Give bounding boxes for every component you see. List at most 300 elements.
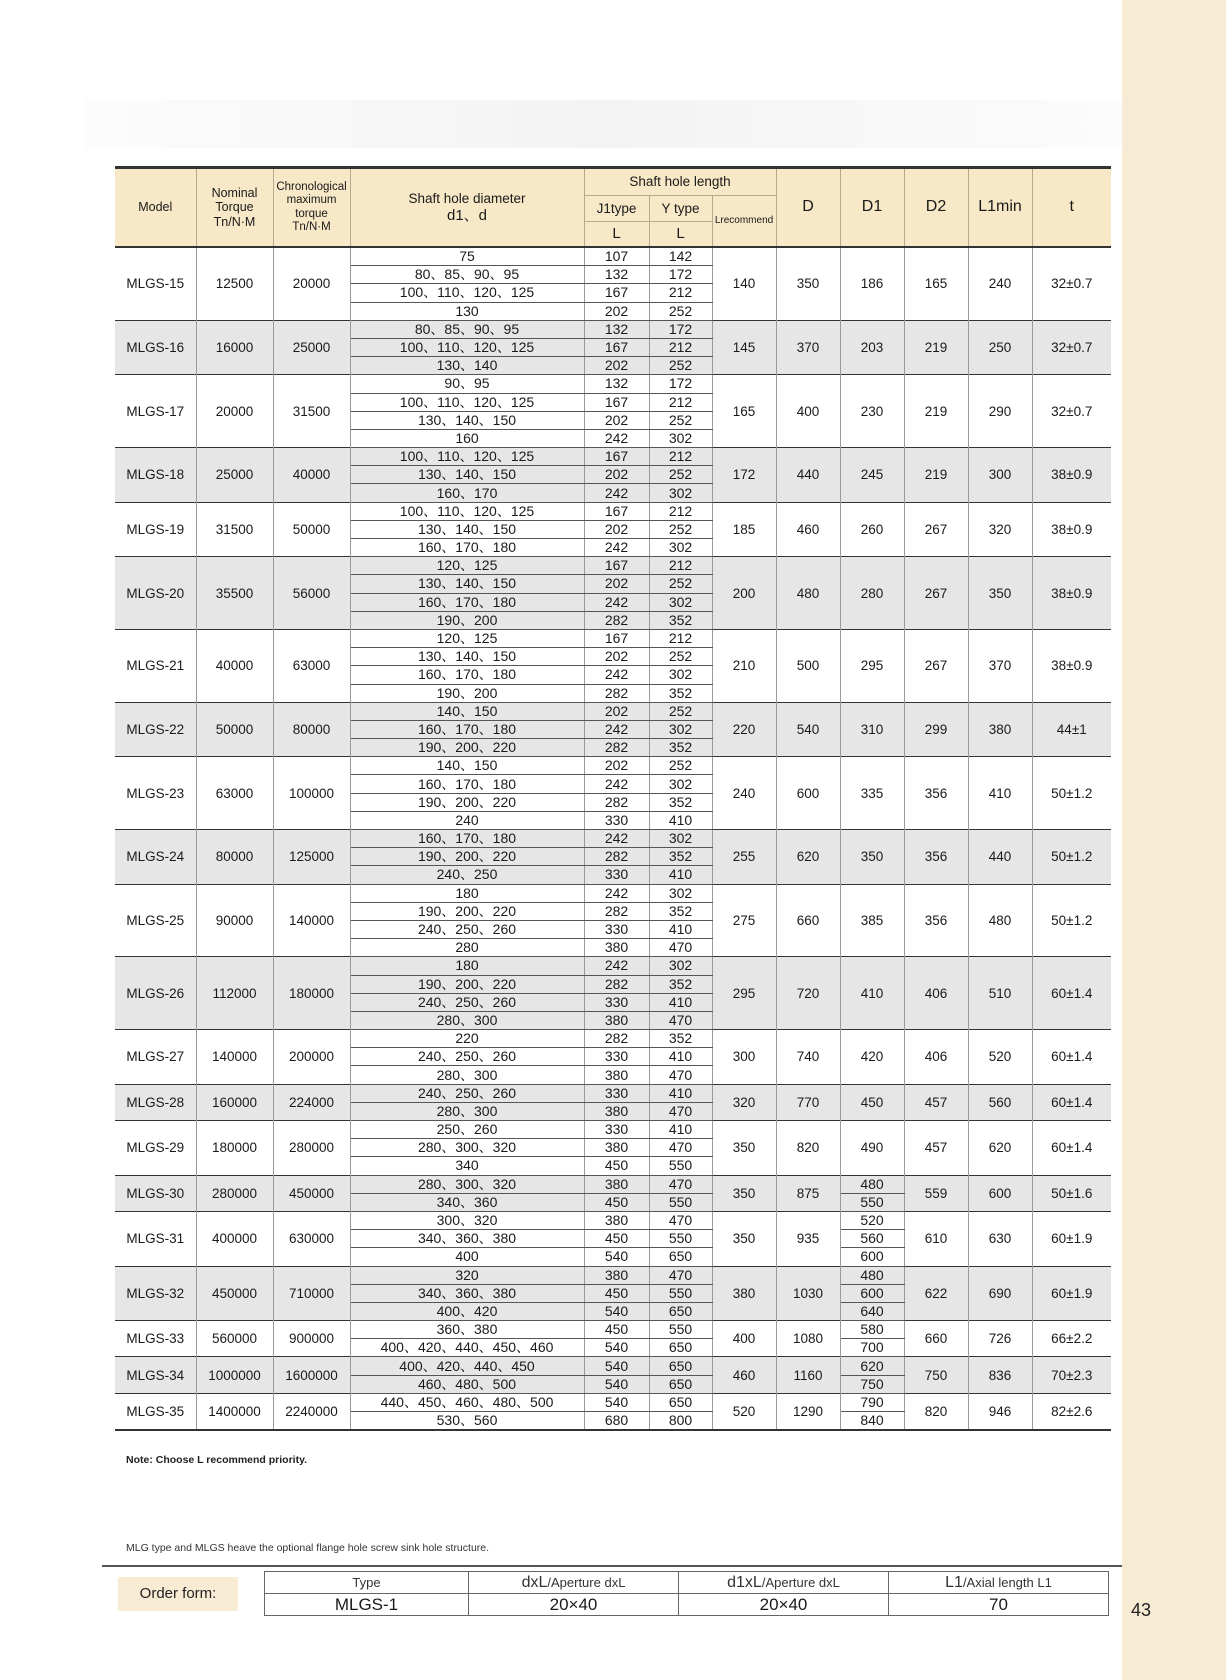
cell-t: 32±0.7: [1032, 247, 1111, 320]
cell-model: MLGS-21: [115, 629, 196, 702]
cell-t: 32±0.7: [1032, 320, 1111, 375]
cell-D1: 520: [840, 1211, 904, 1229]
cell-shaft-diameter: 190、200、220: [350, 848, 584, 866]
order-header-d1xl-sub: /Aperture dxL: [761, 1574, 840, 1590]
cell-j1-length: 242: [584, 775, 649, 793]
cell-max-torque: 80000: [273, 702, 350, 757]
cell-nominal-torque: 112000: [196, 957, 273, 1030]
cell-shaft-diameter: 160: [350, 429, 584, 447]
cell-y-length: 410: [649, 993, 712, 1011]
cell-D1: 450: [840, 1084, 904, 1120]
cell-j1-length: 380: [584, 1139, 649, 1157]
cell-shaft-diameter: 340、360、380: [350, 1284, 584, 1302]
cell-y-length: 172: [649, 320, 712, 338]
cell-D2: 165: [904, 247, 968, 320]
spec-table-body: [115, 247, 1111, 1430]
cell-model: MLGS-33: [115, 1321, 196, 1357]
order-header-l1-sub: /Axial length L1: [962, 1574, 1052, 1590]
header-y-l: L: [649, 222, 712, 248]
cell-l-recommend: 520: [712, 1393, 776, 1430]
cell-j1-length: 450: [584, 1230, 649, 1248]
cell-y-length: 410: [649, 1121, 712, 1139]
cell-nominal-torque: 80000: [196, 830, 273, 885]
cell-model: MLGS-16: [115, 320, 196, 375]
cell-j1-length: 450: [584, 1193, 649, 1211]
cell-y-length: 302: [649, 593, 712, 611]
cell-nominal-torque: 25000: [196, 448, 273, 503]
cell-D: 1030: [776, 1266, 840, 1321]
cell-j1-length: 282: [584, 1030, 649, 1048]
spec-table: [115, 166, 1111, 1431]
cell-j1-length: 540: [584, 1339, 649, 1357]
cell-l-recommend: 300: [712, 1030, 776, 1085]
cell-nominal-torque: 63000: [196, 757, 273, 830]
cell-y-length: 550: [649, 1157, 712, 1175]
cell-y-length: 172: [649, 266, 712, 284]
cell-shaft-diameter: 80、85、90、95: [350, 266, 584, 284]
cell-y-length: 352: [649, 611, 712, 629]
cell-D: 935: [776, 1211, 840, 1266]
cell-D2: 660: [904, 1321, 968, 1357]
cell-y-length: 550: [649, 1321, 712, 1339]
cell-j1-length: 330: [584, 866, 649, 884]
cell-D: 350: [776, 247, 840, 320]
cell-t: 38±0.9: [1032, 629, 1111, 702]
cell-y-length: 650: [649, 1393, 712, 1411]
cell-j1-length: 282: [584, 975, 649, 993]
cell-nominal-torque: 140000: [196, 1030, 273, 1085]
header-L1min: L1min: [968, 168, 1032, 248]
cell-t: 60±1.4: [1032, 957, 1111, 1030]
cell-L1min: 620: [968, 1121, 1032, 1176]
cell-D1: 310: [840, 702, 904, 757]
table-row: [115, 629, 1111, 647]
cell-D1: 550: [840, 1193, 904, 1211]
cell-y-length: 352: [649, 684, 712, 702]
table-row: [115, 448, 1111, 466]
header-nominal-torque-label: Nominal Torque: [211, 185, 258, 215]
cell-y-length: 650: [649, 1248, 712, 1266]
header-j1-type: J1type: [584, 196, 649, 222]
cell-shaft-diameter: 320: [350, 1266, 584, 1284]
cell-nominal-torque: 280000: [196, 1175, 273, 1211]
cell-y-length: 252: [649, 411, 712, 429]
cell-shaft-diameter: 240、250: [350, 866, 584, 884]
cell-t: 60±1.9: [1032, 1211, 1111, 1266]
cell-D: 740: [776, 1030, 840, 1085]
header-t: t: [1032, 168, 1111, 248]
cell-L1min: 510: [968, 957, 1032, 1030]
cell-t: 38±0.9: [1032, 448, 1111, 503]
cell-l-recommend: 145: [712, 320, 776, 375]
cell-y-length: 302: [649, 666, 712, 684]
spec-table-wrap: [115, 166, 1111, 1431]
cell-D: 770: [776, 1084, 840, 1120]
cell-y-length: 142: [649, 247, 712, 266]
cell-model: MLGS-34: [115, 1357, 196, 1393]
table-row: [115, 375, 1111, 393]
cell-shaft-diameter: 340、360: [350, 1193, 584, 1211]
cell-y-length: 352: [649, 902, 712, 920]
cell-D: 480: [776, 557, 840, 630]
cell-j1-length: 242: [584, 884, 649, 902]
cell-l-recommend: 275: [712, 884, 776, 957]
cell-l-recommend: 220: [712, 702, 776, 757]
cell-D: 500: [776, 629, 840, 702]
table-row: [115, 247, 1111, 266]
cell-model: MLGS-25: [115, 884, 196, 957]
cell-l-recommend: 380: [712, 1266, 776, 1321]
cell-shaft-diameter: 100、110、120、125: [350, 284, 584, 302]
table-row: [115, 320, 1111, 338]
cell-D1: 580: [840, 1321, 904, 1339]
cell-t: 50±1.2: [1032, 884, 1111, 957]
order-header-d1xl: [679, 1572, 889, 1594]
cell-D1: 750: [840, 1375, 904, 1393]
cell-y-length: 212: [649, 448, 712, 466]
order-form-label: Order form:: [118, 1577, 238, 1611]
cell-D: 600: [776, 757, 840, 830]
cell-y-length: 212: [649, 393, 712, 411]
table-row: [115, 830, 1111, 848]
cell-D1: 560: [840, 1230, 904, 1248]
cell-j1-length: 330: [584, 811, 649, 829]
cell-shaft-diameter: 190、200、220: [350, 902, 584, 920]
cell-shaft-diameter: 240、250、260: [350, 1048, 584, 1066]
cell-l-recommend: 350: [712, 1121, 776, 1176]
table-row: [115, 1121, 1111, 1139]
cell-D1: 790: [840, 1393, 904, 1411]
cell-nominal-torque: 560000: [196, 1321, 273, 1357]
cell-shaft-diameter: 130、140、150: [350, 648, 584, 666]
header-D: D: [776, 168, 840, 248]
cell-t: 70±2.3: [1032, 1357, 1111, 1393]
cell-model: MLGS-24: [115, 830, 196, 885]
cell-shaft-diameter: 250、260: [350, 1121, 584, 1139]
cell-model: MLGS-26: [115, 957, 196, 1030]
cell-L1min: 600: [968, 1175, 1032, 1211]
cell-j1-length: 202: [584, 302, 649, 320]
cell-j1-length: 282: [584, 611, 649, 629]
cell-max-torque: 100000: [273, 757, 350, 830]
cell-shaft-diameter: 240、250、260: [350, 920, 584, 938]
cell-t: 38±0.9: [1032, 502, 1111, 557]
cell-y-length: 252: [649, 575, 712, 593]
cell-j1-length: 242: [584, 957, 649, 975]
cell-model: MLGS-18: [115, 448, 196, 503]
cell-shaft-diameter: 280、300、320: [350, 1139, 584, 1157]
cell-j1-length: 242: [584, 429, 649, 447]
order-header-dxl-sub: /Aperture dxL: [547, 1574, 626, 1590]
cell-l-recommend: 240: [712, 757, 776, 830]
cell-D2: 406: [904, 957, 968, 1030]
cell-j1-length: 282: [584, 793, 649, 811]
cell-shaft-diameter: 190、200、220: [350, 975, 584, 993]
cell-D: 370: [776, 320, 840, 375]
cell-D2: 820: [904, 1393, 968, 1430]
cell-y-length: 352: [649, 793, 712, 811]
header-model: Model: [115, 168, 196, 248]
cell-j1-length: 167: [584, 629, 649, 647]
cell-y-length: 302: [649, 884, 712, 902]
cell-j1-length: 167: [584, 502, 649, 520]
cell-shaft-diameter: 160、170、180: [350, 720, 584, 738]
cell-j1-length: 540: [584, 1302, 649, 1320]
cell-j1-length: 380: [584, 1102, 649, 1120]
cell-j1-length: 282: [584, 684, 649, 702]
cell-j1-length: 202: [584, 357, 649, 375]
header-shaft-diameter: [350, 168, 584, 248]
cell-y-length: 172: [649, 375, 712, 393]
cell-shaft-diameter: 240: [350, 811, 584, 829]
page-number: 43: [1131, 1600, 1152, 1620]
cell-D2: 267: [904, 557, 968, 630]
cell-shaft-diameter: 100、110、120、125: [350, 448, 584, 466]
cell-y-length: 212: [649, 502, 712, 520]
cell-model: MLGS-30: [115, 1175, 196, 1211]
cell-max-torque: 50000: [273, 502, 350, 557]
cell-shaft-diameter: 400、420: [350, 1302, 584, 1320]
cell-j1-length: 202: [584, 466, 649, 484]
cell-model: MLGS-29: [115, 1121, 196, 1176]
cell-y-length: 352: [649, 975, 712, 993]
cell-nominal-torque: 450000: [196, 1266, 273, 1321]
cell-shaft-diameter: 130、140、150: [350, 411, 584, 429]
cell-shaft-diameter: 400: [350, 1248, 584, 1266]
cell-t: 50±1.2: [1032, 830, 1111, 885]
order-header-l1: [889, 1572, 1109, 1594]
header-D2: D2: [904, 168, 968, 248]
cell-L1min: 350: [968, 557, 1032, 630]
divider-rule: [102, 1565, 1122, 1567]
order-header-l1-main: L1: [945, 1573, 963, 1591]
cell-D: 720: [776, 957, 840, 1030]
cell-shaft-diameter: 280、300: [350, 1011, 584, 1029]
cell-j1-length: 540: [584, 1248, 649, 1266]
cell-model: MLGS-15: [115, 247, 196, 320]
cell-shaft-diameter: 160、170、180: [350, 539, 584, 557]
cell-shaft-diameter: 160、170、180: [350, 666, 584, 684]
note-flange: MLG type and MLGS heave the optional flange hole screw sink hole structure.: [126, 1542, 490, 1554]
cell-D1: 840: [840, 1412, 904, 1431]
cell-D1: 640: [840, 1302, 904, 1320]
cell-j1-length: 202: [584, 757, 649, 775]
cell-shaft-diameter: 190、200: [350, 611, 584, 629]
header-y-type: Y type: [649, 196, 712, 222]
cell-y-length: 470: [649, 939, 712, 957]
cell-L1min: 480: [968, 884, 1032, 957]
cell-L1min: 250: [968, 320, 1032, 375]
cell-j1-length: 167: [584, 448, 649, 466]
cell-t: 60±1.4: [1032, 1030, 1111, 1085]
cell-max-torque: 63000: [273, 629, 350, 702]
cell-D: 1290: [776, 1393, 840, 1430]
cell-D1: 490: [840, 1121, 904, 1176]
order-value-l1: 70: [889, 1594, 1109, 1616]
cell-t: 50±1.6: [1032, 1175, 1111, 1211]
cell-t: 66±2.2: [1032, 1321, 1111, 1357]
cell-max-torque: 56000: [273, 557, 350, 630]
cell-y-length: 470: [649, 1066, 712, 1084]
cell-j1-length: 167: [584, 338, 649, 356]
cell-j1-length: 380: [584, 1211, 649, 1229]
cell-max-torque: 900000: [273, 1321, 350, 1357]
cell-y-length: 302: [649, 720, 712, 738]
cell-l-recommend: 140: [712, 247, 776, 320]
cell-shaft-diameter: 280、300: [350, 1102, 584, 1120]
table-row: [115, 502, 1111, 520]
cell-shaft-diameter: 220: [350, 1030, 584, 1048]
cell-t: 82±2.6: [1032, 1393, 1111, 1430]
cell-shaft-diameter: 75: [350, 247, 584, 266]
cell-max-torque: 450000: [273, 1175, 350, 1211]
cell-max-torque: 710000: [273, 1266, 350, 1321]
cell-y-length: 352: [649, 1030, 712, 1048]
cell-y-length: 410: [649, 811, 712, 829]
cell-l-recommend: 350: [712, 1211, 776, 1266]
cell-y-length: 252: [649, 702, 712, 720]
cell-l-recommend: 400: [712, 1321, 776, 1357]
cell-y-length: 410: [649, 1084, 712, 1102]
table-row: [115, 557, 1111, 575]
cell-nominal-torque: 180000: [196, 1121, 273, 1176]
cell-j1-length: 167: [584, 557, 649, 575]
header-D1: D1: [840, 168, 904, 248]
cell-y-length: 550: [649, 1193, 712, 1211]
cell-max-torque: 2240000: [273, 1393, 350, 1430]
cell-y-length: 650: [649, 1375, 712, 1393]
cell-l-recommend: 320: [712, 1084, 776, 1120]
cell-D2: 559: [904, 1175, 968, 1211]
cell-D1: 203: [840, 320, 904, 375]
cell-shaft-diameter: 130、140、150: [350, 466, 584, 484]
cell-D2: 356: [904, 757, 968, 830]
cell-L1min: 370: [968, 629, 1032, 702]
cell-j1-length: 132: [584, 375, 649, 393]
order-form-table: [264, 1571, 1109, 1616]
cell-y-length: 212: [649, 557, 712, 575]
cell-y-length: 302: [649, 484, 712, 502]
cell-shaft-diameter: 440、450、460、480、500: [350, 1393, 584, 1411]
cell-D2: 406: [904, 1030, 968, 1085]
cell-shaft-diameter: 100、110、120、125: [350, 502, 584, 520]
cell-model: MLGS-31: [115, 1211, 196, 1266]
cell-max-torque: 224000: [273, 1084, 350, 1120]
note-l-recommend: Note: Choose L recommend priority.: [126, 1454, 308, 1466]
order-value-type: MLGS-1: [265, 1594, 469, 1616]
cell-model: MLGS-17: [115, 375, 196, 448]
cell-shaft-diameter: 190、200、220: [350, 739, 584, 757]
cell-l-recommend: 295: [712, 957, 776, 1030]
cell-D: 620: [776, 830, 840, 885]
cell-j1-length: 202: [584, 702, 649, 720]
blurred-title-band: [85, 100, 1125, 148]
cell-D1: 600: [840, 1284, 904, 1302]
cell-j1-length: 282: [584, 848, 649, 866]
cell-j1-length: 380: [584, 1266, 649, 1284]
cell-j1-length: 242: [584, 484, 649, 502]
cell-D1: 245: [840, 448, 904, 503]
cell-y-length: 212: [649, 284, 712, 302]
cell-D: 1080: [776, 1321, 840, 1357]
cell-D1: 600: [840, 1248, 904, 1266]
cell-y-length: 302: [649, 775, 712, 793]
cell-j1-length: 242: [584, 720, 649, 738]
cell-D1: 385: [840, 884, 904, 957]
cell-shaft-diameter: 340: [350, 1157, 584, 1175]
cell-max-torque: 25000: [273, 320, 350, 375]
header-j1-l: L: [584, 222, 649, 248]
cell-nominal-torque: 90000: [196, 884, 273, 957]
cell-j1-length: 540: [584, 1357, 649, 1375]
cell-y-length: 302: [649, 957, 712, 975]
order-header-d1xl-main: d1xL: [727, 1573, 762, 1591]
cell-shaft-diameter: 90、95: [350, 375, 584, 393]
cell-t: 38±0.9: [1032, 557, 1111, 630]
cell-y-length: 470: [649, 1102, 712, 1120]
cell-shaft-diameter: 140、150: [350, 702, 584, 720]
table-row: [115, 1084, 1111, 1102]
header-nominal-torque-unit: Tn/N·M: [213, 214, 256, 229]
cell-t: 60±1.4: [1032, 1084, 1111, 1120]
cell-t: 60±1.9: [1032, 1266, 1111, 1321]
cell-shaft-diameter: 300、320: [350, 1211, 584, 1229]
cell-y-length: 302: [649, 539, 712, 557]
cell-D: 875: [776, 1175, 840, 1211]
cell-j1-length: 680: [584, 1412, 649, 1431]
cell-t: 60±1.4: [1032, 1121, 1111, 1176]
cell-D2: 356: [904, 830, 968, 885]
cell-shaft-diameter: 120、125: [350, 557, 584, 575]
cell-shaft-diameter: 130: [350, 302, 584, 320]
cell-L1min: 690: [968, 1266, 1032, 1321]
cell-L1min: 946: [968, 1393, 1032, 1430]
header-max-torque-unit: Tn/N·M: [292, 220, 331, 233]
cell-shaft-diameter: 100、110、120、125: [350, 393, 584, 411]
cell-l-recommend: 210: [712, 629, 776, 702]
table-row: [115, 1030, 1111, 1048]
cell-shaft-diameter: 160、170: [350, 484, 584, 502]
cell-D2: 219: [904, 320, 968, 375]
cell-L1min: 410: [968, 757, 1032, 830]
cell-l-recommend: 165: [712, 375, 776, 448]
cell-D: 400: [776, 375, 840, 448]
cell-L1min: 630: [968, 1211, 1032, 1266]
cell-y-length: 470: [649, 1011, 712, 1029]
header-shaft-diameter-sym: d1、d: [446, 206, 488, 224]
cell-j1-length: 380: [584, 939, 649, 957]
cell-D1: 480: [840, 1175, 904, 1193]
cell-j1-length: 330: [584, 1048, 649, 1066]
cell-D1: 335: [840, 757, 904, 830]
cell-L1min: 726: [968, 1321, 1032, 1357]
header-shaft-diameter-label: Shaft hole diameter: [408, 191, 526, 207]
cell-D: 660: [776, 884, 840, 957]
cell-j1-length: 242: [584, 539, 649, 557]
order-header-type: Type: [265, 1572, 469, 1594]
cell-j1-length: 242: [584, 593, 649, 611]
cell-y-length: 212: [649, 629, 712, 647]
cell-t: 50±1.2: [1032, 757, 1111, 830]
cell-j1-length: 132: [584, 320, 649, 338]
cell-nominal-torque: 20000: [196, 375, 273, 448]
cell-shaft-diameter: 190、200: [350, 684, 584, 702]
cell-y-length: 650: [649, 1357, 712, 1375]
cell-D: 440: [776, 448, 840, 503]
cell-j1-length: 450: [584, 1284, 649, 1302]
cell-model: MLGS-20: [115, 557, 196, 630]
cell-model: MLGS-22: [115, 702, 196, 757]
